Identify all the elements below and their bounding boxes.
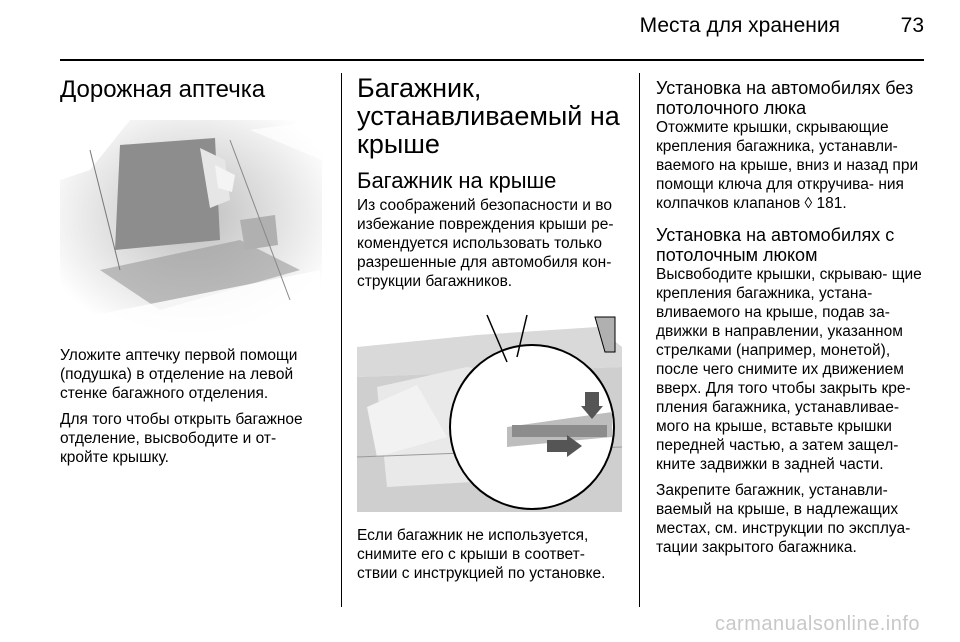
middle-column	[357, 72, 622, 590]
page-number: 73	[900, 14, 924, 37]
roof-rack-paragraph-2: Если багажник не используется, снимите его с крыши в соответ- ствии с инструкцией по установке.	[357, 527, 606, 582]
first-aid-kit-illustration	[60, 120, 322, 332]
column-divider-right	[639, 73, 640, 607]
roof-rack-paragraph-1: Из соображений безопасности и во избежание повреждения крыши ре- комендуется использовать только разрешенные для автомобиля кон- струкции багажников.	[357, 197, 614, 290]
roof-rack-subheading: Багажник на крыше	[357, 168, 557, 193]
roof-rack-mount-illustration	[357, 307, 622, 512]
install-with-sunroof-heading: Установка на автомобилях с потолочным люком	[656, 225, 895, 265]
install-without-sunroof-heading: Установка на автомобилях без потолочного люка	[656, 78, 914, 118]
watermark: carmanualsonline.info	[714, 613, 920, 635]
right-column	[656, 72, 922, 564]
install-with-sunroof-paragraph: Высвободите крышки, скрываю- щие крепления багажника, устана- вливаемого на крыше, подав за- движки в направлении, указанном стрелками (например, монетой), после чего снимите их движением вверх. Для того чтобы закрыть кре- пления багажника, устанавливае- мого на крыше, вставьте крышки передней частью, а затем защел- кните задвижки в задней части.	[656, 266, 922, 473]
left-column	[60, 72, 322, 474]
install-without-sunroof-paragraph: Отожмите крышки, скрывающие крепления багажника, устанавли- ваемого на крыше, вниз и назад при помощи ключа для откручива- ния колпачков клапанов ◊ 181.	[656, 119, 919, 212]
header-divider	[60, 59, 924, 61]
column-divider-left	[341, 73, 342, 607]
first-aid-kit-paragraph-1: Уложите аптечку первой помощи (подушка) в отделение на левой стенке багажного отделения.	[60, 347, 298, 402]
roof-rack-heading: Багажник, устанавливаемый на крыше	[357, 73, 620, 159]
first-aid-kit-paragraph-2: Для того чтобы открыть багажное отделение, высвободите и от- кройте крышку.	[60, 411, 303, 466]
first-aid-kit-heading: Дорожная аптечка	[60, 76, 266, 103]
secure-roof-rack-paragraph: Закрепите багажник, устанавли- ваемый на крыше, в надлежащих местах, см. инструкции по эксплуа- тации закрытого багажника.	[656, 482, 911, 556]
page-header-title: Места для хранения	[639, 14, 840, 37]
